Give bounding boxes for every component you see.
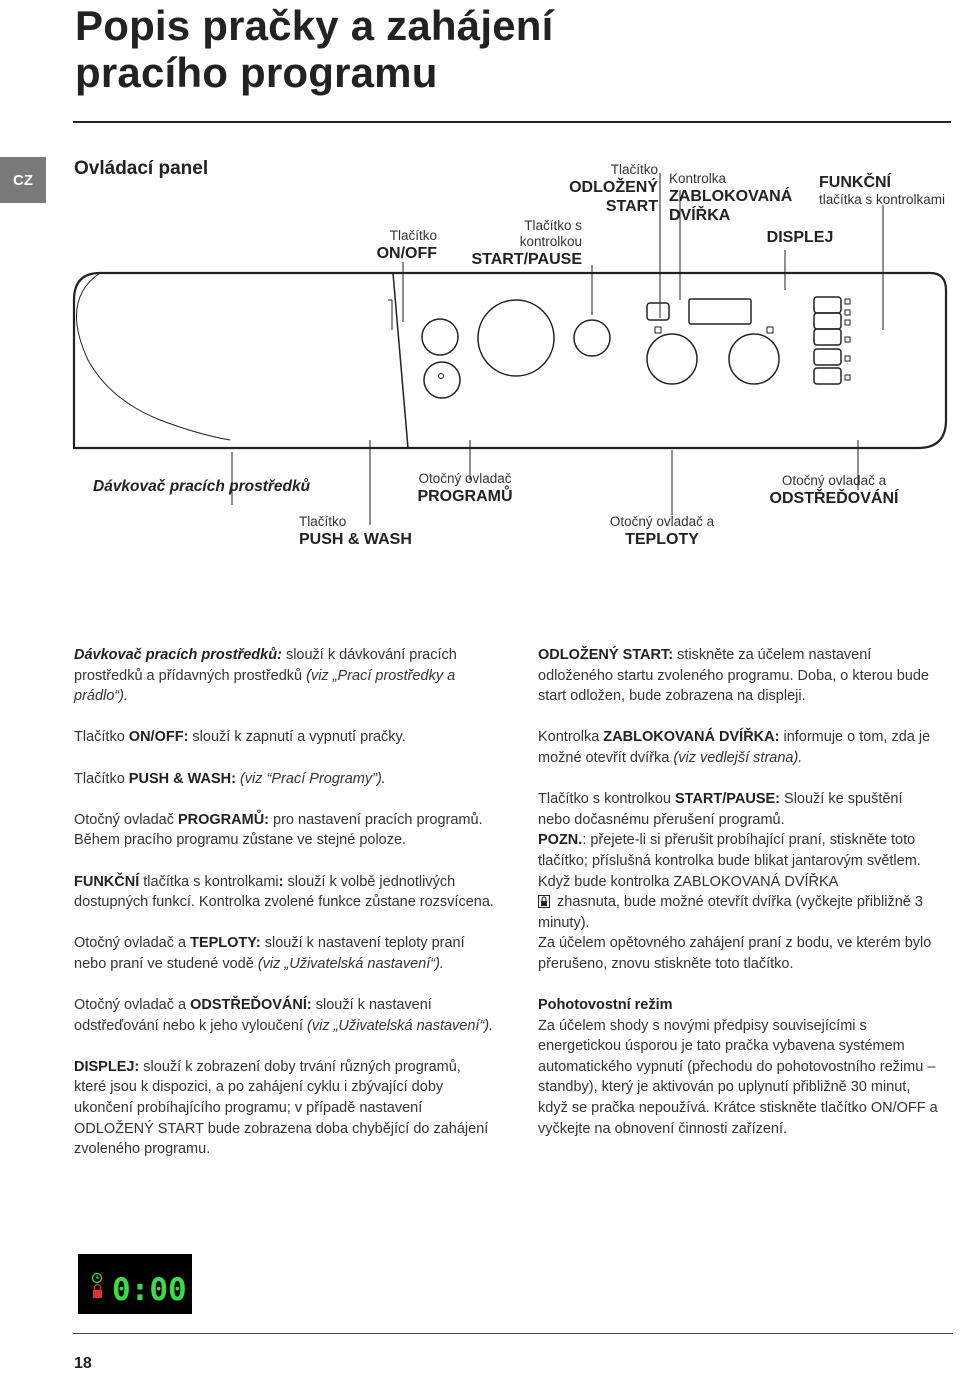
display-digits: 0:00	[112, 1272, 187, 1308]
label-dispenser: Dávkovač pracích prostředků	[93, 478, 311, 495]
title-line-1: Popis pračky a zahájení	[75, 2, 554, 49]
para-program-knob: Otočný ovladač PROGRAMŮ: pro nastavení pracích programů. Během pracího programu zůstane ve stejné poloze.	[74, 811, 483, 849]
label-spin-knob: Otočný ovladač a ODSTŘEĎOVÁNÍ	[769, 473, 899, 507]
delay-start-button-shape	[647, 303, 669, 320]
label-function-buttons: FUNKČNÍ tlačítka s kontrolkami	[819, 174, 946, 207]
para-temperature: Otočný ovladač a TEPLOTY: slouží k nastavení teploty praní nebo praní ve studené vodě (viz „Uživatelská nastavení“).	[74, 935, 465, 972]
standby-heading: Pohotovostní režim	[538, 997, 673, 1014]
page-number: 18	[74, 1355, 92, 1372]
function-buttons-shape	[814, 297, 841, 384]
panel-outline	[74, 273, 946, 448]
on-off-button-shape	[422, 319, 458, 355]
section-heading: Ovládací panel	[74, 158, 209, 179]
label-push-wash: Tlačítko PUSH & WASH	[299, 514, 412, 548]
para-delay-start: ODLOŽENÝ START: stiskněte za účelem nastavení odloženého startu zvoleného programu. Doba, o kterou bude start odložen, bude zobrazena na displeji.	[538, 647, 929, 705]
label-start-pause: Tlačítko s kontrolkou START/PAUSE	[471, 218, 582, 268]
para-resume: Za účelem opětovného zahájení praní z bodu, ve kterém bylo přerušeno, znovu stiskněte toto tlačítko.	[538, 935, 932, 972]
label-display: DISPLEJ	[766, 229, 834, 246]
para-spin: Otočný ovladač a ODSTŘEĎOVÁNÍ: slouží k nastavení odstřeďování nebo k jeho vyloučení (viz „Uživatelská nastavení“).	[74, 997, 494, 1034]
label-door-lock: Kontrolka ZABLOKOVANÁ DVÍŘKA	[669, 171, 793, 224]
spin-knob-shape	[729, 334, 779, 384]
para-function-buttons: FUNKČNÍ tlačítka s kontrolkami: slouží k volbě jednotlivých dostupných funkcí. Kontrolka zvolené funkce zůstane rozsvícena.	[74, 873, 494, 911]
para-standby: Za účelem shody s novými předpisy souvisejícími s energetickou úsporou je tato pračka vybavena systémem automatického vypnutí (přechodu do pohotovostního režimu – standby), který je aktivován po uplynutí přibližně 30 minut, když se pračka nepoužívá. Krátce stiskněte tlačítko ON/OFF a vyčkejte na obnovení činnosti zařízení.	[538, 1017, 938, 1137]
label-temperature-knob: Otočný ovladač a TEPLOTY	[609, 514, 715, 548]
lock-icon	[538, 895, 550, 908]
language-tab: CZ	[0, 157, 46, 203]
label-delay-start: Tlačítko ODLOŽENÝ START	[569, 162, 658, 215]
right-column	[538, 645, 938, 1160]
para-display: DISPLEJ: slouží k zobrazení doby trvání různých programů, které jsou k dispozici, a po zahájení cyklu i zbývající doby ukončení probíhajícího programu; v případě nastavení ODLOŽENÝ START bude zobrazena doba chybějící do zahájení zvoleného programu.	[74, 1058, 489, 1158]
program-knob-shape	[478, 300, 554, 376]
display-shape	[689, 299, 751, 324]
footer-divider	[73, 1333, 953, 1334]
push-wash-button-shape	[424, 362, 460, 398]
display-illustration	[78, 1254, 192, 1314]
para-start-pause: Tlačítko s kontrolkou START/PAUSE: Slouží ke spuštění nebo dočasnému přerušení programů. POZN.: přejete-li si přerušit probíhající praní, stiskněte toto tlačítko; příslušná kontrolka bude blikat jantarovým světlem. Když bude kontrolka ZABLOKOVANÁ DVÍŘKA zhasnuta, bude možné otevřít dvířka (vyčkejte přibližně 3 minuty).	[538, 791, 923, 931]
dispenser-curve	[76, 273, 230, 440]
label-program-knob: Otočný ovladač PROGRAMŮ	[417, 471, 513, 505]
para-door-lock: Kontrolka ZABLOKOVANÁ DVÍŘKA: informuje o tom, zda je možné otevřít dvířka (viz vedlejší strana).	[538, 729, 931, 766]
left-column	[74, 645, 494, 1180]
para-on-off: Tlačítko ON/OFF: slouží k zapnutí a vypnutí pračky.	[74, 729, 406, 746]
label-on-off: Tlačítko ON/OFF	[376, 228, 437, 262]
title-line-2: pracího programu	[75, 49, 438, 96]
dispenser-divider	[393, 273, 408, 448]
start-pause-button-shape	[574, 320, 610, 356]
para-dispenser: Dávkovač pracích prostředků: slouží k dávkování pracích prostředků a přídavných prostředků (viz „Prací prostředky a prádlo“).	[74, 647, 457, 705]
para-push-wash: Tlačítko PUSH & WASH: (viz “Prací Programy”).	[74, 770, 386, 787]
temperature-knob-shape	[647, 334, 697, 384]
